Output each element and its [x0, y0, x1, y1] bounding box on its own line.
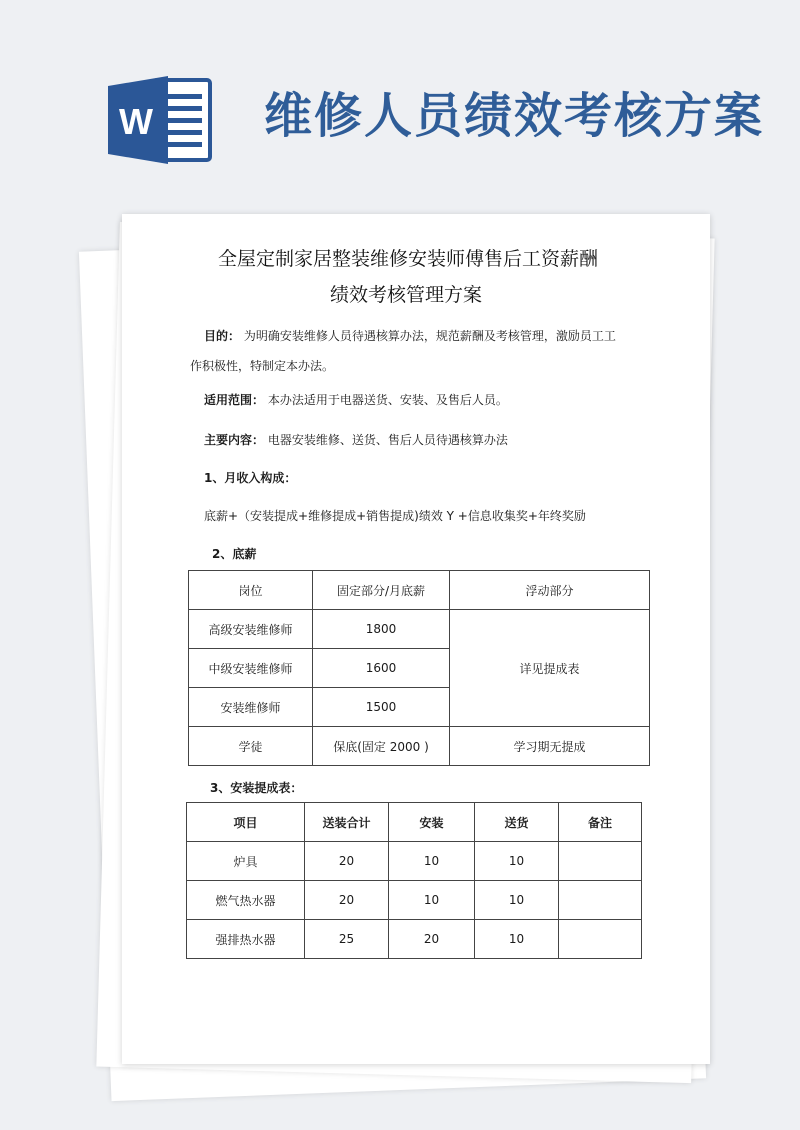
fixed-cell: 1600	[313, 649, 450, 688]
table-header-row	[189, 571, 650, 610]
table-cell: 20	[389, 920, 475, 959]
post-cell: 学徒	[189, 727, 313, 766]
table-cell: 10	[475, 842, 559, 881]
table-cell: 20	[305, 881, 389, 920]
table-row	[187, 842, 642, 881]
table-cell: 燃气热水器	[187, 881, 305, 920]
table-cell: 10	[389, 842, 475, 881]
table-cell: 20	[305, 842, 389, 881]
scope-paragraph	[204, 392, 508, 408]
fixed-cell: 1500	[313, 688, 450, 727]
commission-table	[186, 802, 642, 959]
table-cell: 25	[305, 920, 389, 959]
table-cell: 10	[475, 881, 559, 920]
purpose-label: 目的：	[204, 329, 241, 343]
post-cell: 高级安装维修师	[189, 610, 313, 649]
header-cell: 浮动部分	[450, 571, 650, 610]
table-row	[189, 610, 650, 649]
header-cell: 备注	[559, 803, 642, 842]
purpose-text-2: 作积极性，特制定本办法。	[190, 359, 335, 373]
content-label: 主要内容：	[204, 433, 265, 447]
logo-letter: W	[119, 101, 153, 142]
base-salary-table	[188, 570, 650, 766]
banner-title: 维修人员绩效考核方案	[264, 88, 765, 144]
header-cell: 项目	[187, 803, 305, 842]
post-cell: 中级安装维修师	[189, 649, 313, 688]
table-row	[187, 920, 642, 959]
section2-heading: 2、底薪	[212, 547, 257, 561]
table-cell	[559, 920, 642, 959]
document-title-line2: 绩效考核管理方案	[329, 284, 482, 306]
table-row	[189, 727, 650, 766]
float-cell: 学习期无提成	[450, 727, 650, 766]
float-merged-cell: 详见提成表	[450, 610, 650, 727]
header-cell: 送货	[475, 803, 559, 842]
post-cell: 安装维修师	[189, 688, 313, 727]
section3-heading: 3、安装提成表：	[210, 781, 303, 795]
word-logo-icon	[106, 72, 216, 168]
header-cell: 岗位	[189, 571, 313, 610]
table-cell: 10	[389, 881, 475, 920]
header-cell: 固定部分/月底薪	[313, 571, 450, 610]
header-cell: 送装合计	[305, 803, 389, 842]
document-title-line1: 全屋定制家居整装维修安装师傅售后工资薪酬	[217, 248, 598, 270]
table-row	[187, 881, 642, 920]
table-cell: 炉具	[187, 842, 305, 881]
scope-label: 适用范围：	[204, 393, 265, 407]
purpose-text-1: 为明确安装维修人员待遇核算办法，规范薪酬及考核管理，激励员工工	[243, 329, 616, 343]
table-header-row	[187, 803, 642, 842]
table-cell: 10	[475, 920, 559, 959]
table-cell	[559, 881, 642, 920]
scope-text: 本办法适用于电器送货、安装、及售后人员。	[267, 393, 508, 407]
document-page	[122, 214, 710, 1064]
table-cell: 强排热水器	[187, 920, 305, 959]
content-paragraph	[204, 432, 508, 448]
purpose-paragraph	[204, 328, 616, 344]
income-formula: 底薪+（安装提成+维修提成+销售提成)绩效 Y +信息收集奖+年终奖励	[204, 509, 586, 523]
fixed-cell: 保底(固定 2000 )	[313, 727, 450, 766]
content-text: 电器安装维修、送货、售后人员待遇核算办法	[267, 433, 508, 447]
fixed-cell: 1800	[313, 610, 450, 649]
section1-heading: 1、月收入构成：	[204, 471, 297, 485]
table-cell	[559, 842, 642, 881]
header-cell: 安装	[389, 803, 475, 842]
